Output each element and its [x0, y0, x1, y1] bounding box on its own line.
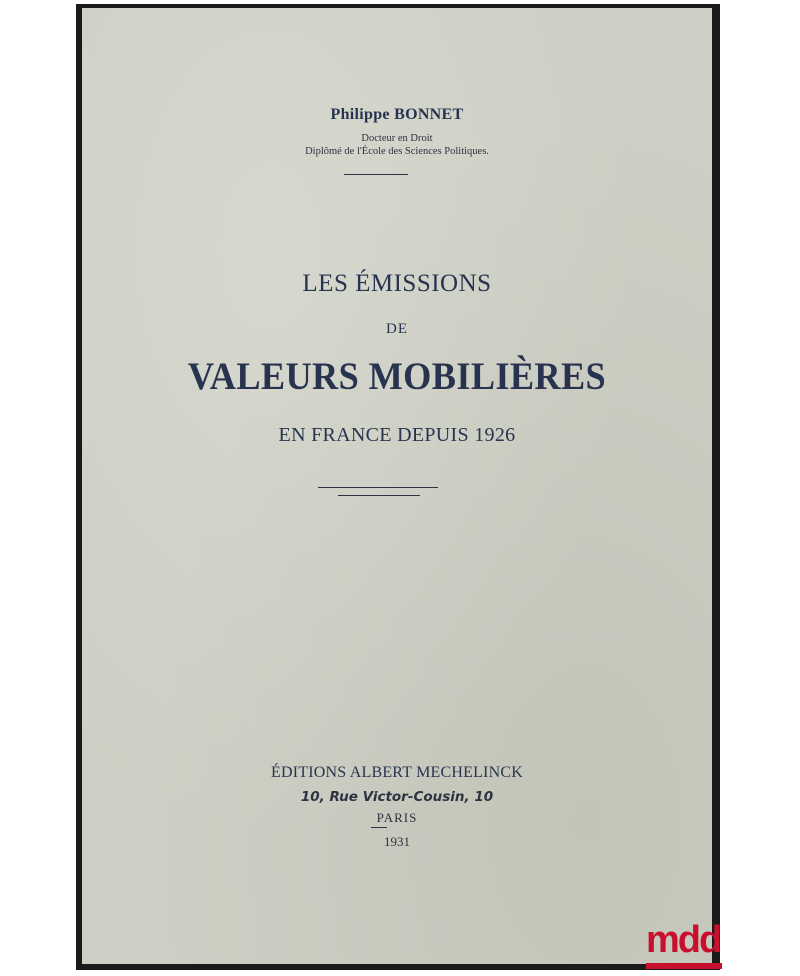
- title-divider-top: [318, 487, 438, 488]
- title-divider-bottom: [338, 495, 420, 496]
- book-cover: [82, 8, 712, 964]
- title-line-2: DE: [386, 321, 408, 337]
- author-divider: [344, 174, 408, 175]
- book-cover-frame: [76, 4, 720, 970]
- publisher-name: ÉDITIONS ALBERT MECHELINCK: [271, 764, 523, 781]
- author-name: Philippe BONNET: [330, 106, 464, 123]
- publication-year: 1931: [384, 834, 410, 849]
- logo-bar: [646, 963, 722, 969]
- mdd-logo: [646, 921, 726, 961]
- author-title-1: Docteur en Droit: [361, 133, 433, 144]
- author-title-2: Diplômé de l'École des Sciences Politiques.: [305, 146, 489, 157]
- title-line-1: LES ÉMISSIONS: [302, 270, 492, 297]
- title-line-4: EN FRANCE DEPUIS 1926: [278, 424, 516, 446]
- logo-text: mdd: [646, 919, 721, 961]
- publisher-address: 10, Rue Victor-Cousin, 10: [300, 789, 494, 805]
- publisher-city: PARIS: [376, 810, 418, 825]
- city-divider: [371, 827, 387, 828]
- title-line-3: VALEURS MOBILIÈRES: [187, 355, 607, 398]
